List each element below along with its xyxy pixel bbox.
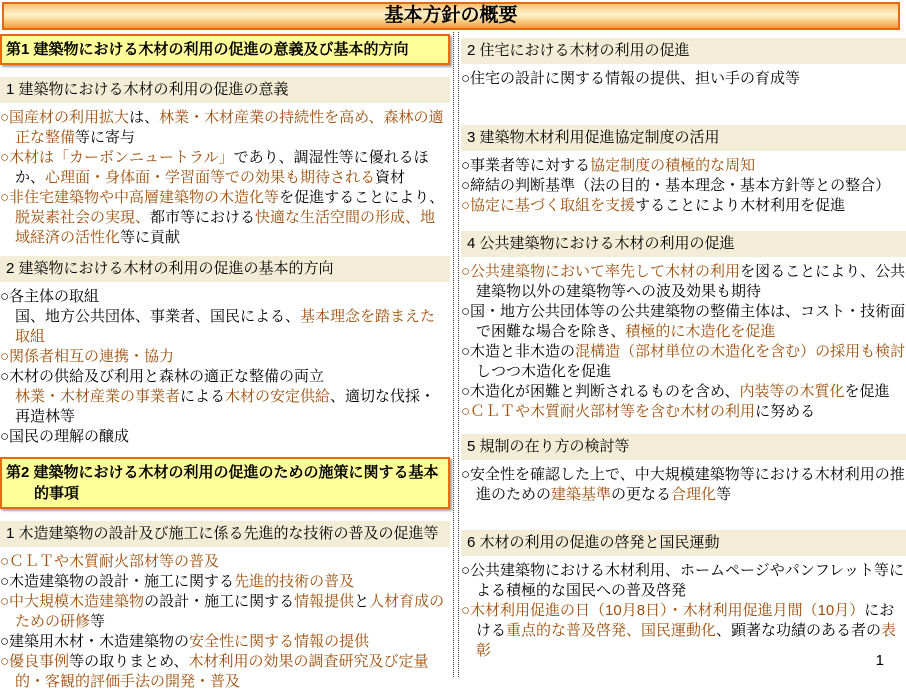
bullet-item [461, 262, 906, 302]
section-3-header: 3 建築物木材利用促進協定制度の活用 [461, 125, 906, 151]
text-segment: であり、調湿性等に優れるほか、 [15, 149, 429, 186]
text-segment: ○事業者等に対する [461, 157, 591, 174]
text-segment: ○公共建築物における木材利用、ホームページやパンフレット等による積極的な国民への普及啓発 [461, 562, 905, 599]
text-segment: による [180, 388, 226, 405]
bullet-item [461, 342, 906, 382]
bullet-item [461, 196, 906, 216]
bullet-item [0, 427, 450, 447]
bullet-list [461, 262, 906, 422]
text-segment: ○安全性を確認した上で、中大規模建築物等における木材利用の推進のための [461, 466, 905, 503]
text-segment: ○国民の理解の醸成 [0, 428, 130, 445]
text-segment: しつつ木造化を促進 [476, 363, 612, 380]
highlighted-text: ○国産材の利用拡大 [0, 109, 130, 126]
highlighted-text: 木材の安定供給 [225, 388, 331, 405]
highlighted-text: 情報提供 [294, 593, 355, 610]
highlighted-text: 重点的な普及啓発、国民運動化 [506, 622, 717, 639]
bullet-list [0, 287, 450, 447]
highlighted-text: ○ＣＬＴや木質耐火部材等の普及 [0, 553, 220, 570]
bullet-list [0, 552, 450, 692]
text-segment: 等に貢献 [120, 229, 181, 246]
highlighted-text: ○公共建築物において率先して木材の利用 [461, 263, 741, 280]
text-segment: ○木造建築物の設計・施工に関する [0, 573, 235, 590]
highlighted-text: ○関係者相互の連携・協力 [0, 348, 175, 365]
highlighted-text: ○木材利用促進の日（10月8日）・木材利用促進月間（10月） [461, 602, 865, 619]
column-divider [453, 32, 459, 677]
bullet-list [461, 69, 906, 89]
text-segment: における [476, 602, 895, 639]
highlighted-text: ○非住宅建築物や中高層建築物の木造化等 [0, 189, 280, 206]
text-segment: 等 [716, 486, 732, 503]
text-segment: 等 [90, 613, 106, 630]
bullet-item [0, 652, 450, 692]
text-segment: と [354, 593, 370, 610]
text-segment: ○締結の判断基準（法の目的・基本理念・基本方針等との整合） [461, 177, 891, 194]
bullet-item [461, 302, 906, 342]
highlighted-text: ○ＣＬＴや木質耐火部材等を含む木材の利用 [461, 403, 756, 420]
section-6-header: 6 木材の利用の促進の啓発と国民運動 [461, 530, 906, 556]
bullet-item [0, 148, 450, 188]
text-segment: することにより木材利用を促進 [635, 197, 846, 214]
highlighted-text: ○木材は「カーボンニュートラル」 [0, 149, 234, 166]
text-segment: を促進することにより、 [279, 189, 445, 206]
section-2-header: 2 住宅における木材の利用の促進 [461, 38, 906, 64]
highlighted-text: 積極的に木造化を促進 [625, 323, 776, 340]
text-segment: ○木造化が困難と判断されるものを含め、 [461, 383, 740, 400]
sub-line [15, 307, 450, 347]
highlighted-text: 脱炭素社会の実現、 [15, 209, 151, 226]
text-segment: ○木材の供給及び利用と森林の適正な整備の両立 [0, 368, 325, 385]
page-title: 基本方針の概要 [2, 2, 900, 30]
left-column [0, 34, 450, 692]
highlighted-text: 合理化 [671, 486, 717, 503]
highlighted-text: ○中大規模木造建築物 [0, 593, 145, 610]
highlighted-text: 木材利用の効果の調査研究及び定量的・客観的評価手法の開発・普及 [15, 653, 429, 690]
right-column [461, 34, 906, 661]
page-number: 1 [875, 652, 884, 669]
bullet-list [461, 156, 906, 216]
text-segment: 国、地方公共団体、事業者、国民による、 [15, 308, 301, 325]
text-segment: 都市等における [150, 209, 256, 226]
text-segment: の更なる [611, 486, 672, 503]
section-4-header: 4 公共建築物における木材の利用の促進 [461, 231, 906, 257]
section-5-header: 5 規制の在り方の検討等 [461, 434, 906, 460]
bullet-item [461, 69, 906, 89]
bullet-item [0, 347, 450, 367]
bullet-item [0, 572, 450, 592]
highlighted-text: 快適な生活空間の形成、 [255, 209, 421, 226]
text-segment: を図ることにより、公共建築物以外の建築物等への波及効果も期待 [476, 263, 906, 300]
highlighted-text: 心理面・身体面・学習面等での効果も期待される [45, 169, 376, 186]
text-segment: 、適切な伐採・再造林等 [15, 388, 436, 425]
bullet-item [461, 402, 906, 422]
part1-heading: 第1 建築物における木材の利用の促進の意義及び基本的方向 [0, 34, 450, 65]
text-segment: ○各主体の取組 [0, 288, 100, 305]
bullet-item [461, 382, 906, 402]
bullet-item [0, 632, 450, 652]
bullet-item [0, 592, 450, 632]
text-segment: 等に寄与 [75, 129, 136, 146]
highlighted-text: 内装等の木質化 [739, 383, 845, 400]
highlighted-text: 建築基準 [551, 486, 612, 503]
bullet-list [461, 561, 906, 661]
text-segment: に努める [755, 403, 816, 420]
part2-heading: 第2 建築物における木材の利用の促進のための施策に関する基本的事項 [0, 457, 450, 509]
highlighted-text: 安全性に関する情報の提供 [189, 633, 370, 650]
bullet-item [461, 601, 906, 661]
sub-line [15, 387, 450, 427]
bullet-item [0, 108, 450, 148]
bullet-list [0, 108, 450, 248]
section-2-1-header: 1 木造建築物の設計及び施工に係る先進的な技術の普及の促進等 [0, 521, 450, 547]
text-segment: ○住宅の設計に関する情報の提供、担い手の育成等 [461, 70, 801, 87]
highlighted-text: 混構造（部材単位の木造化を含む）の採用も検討 [575, 343, 906, 360]
highlighted-text: 人材育成のための研修 [15, 593, 445, 630]
text-segment: を促進 [844, 383, 890, 400]
highlighted-text: 林業・木材産業の持続性を高め、森林の適正な整備 [15, 109, 444, 146]
text-segment: ○国・地方公共団体等の公共建築物の整備主体は、コスト・技術面で困難な場合を除き、 [461, 303, 906, 340]
bullet-item [0, 367, 450, 387]
text-segment: 資材 [375, 169, 406, 186]
text-segment: 等の取りまとめ、 [69, 653, 189, 670]
bullet-list [461, 465, 906, 505]
bullet-item [461, 176, 906, 196]
bullet-item [0, 188, 450, 248]
text-segment: は、 [129, 109, 160, 126]
bullet-item [0, 287, 450, 307]
bullet-item [461, 465, 906, 505]
section-1-2-header: 2 建築物における木材の利用の促進の基本的方向 [0, 256, 450, 282]
bullet-item [0, 552, 450, 572]
bullet-item [461, 156, 906, 176]
highlighted-text: 林業・木材産業の事業者 [15, 388, 181, 405]
highlighted-text: 協定制度の積極的な周知 [590, 157, 756, 174]
highlighted-text: 表彰 [476, 622, 897, 659]
highlighted-text: 地域経済の活性化 [15, 209, 436, 246]
highlighted-text: 先進的技術の普及 [234, 573, 355, 590]
text-segment: 、顕著な功績のある者の [716, 622, 882, 639]
bullet-item [461, 561, 906, 601]
highlighted-text: ○協定に基づく取組を支援 [461, 197, 636, 214]
text-segment: ○建築用木材・木造建築物の [0, 633, 190, 650]
text-segment: ○木造と非木造の [461, 343, 576, 360]
highlighted-text: 基本理念を踏まえた取組 [15, 308, 436, 345]
highlighted-text: ○優良事例 [0, 653, 70, 670]
text-segment: の設計・施工に関する [144, 593, 295, 610]
section-1-1-header: 1 建築物における木材の利用の促進の意義 [0, 77, 450, 103]
